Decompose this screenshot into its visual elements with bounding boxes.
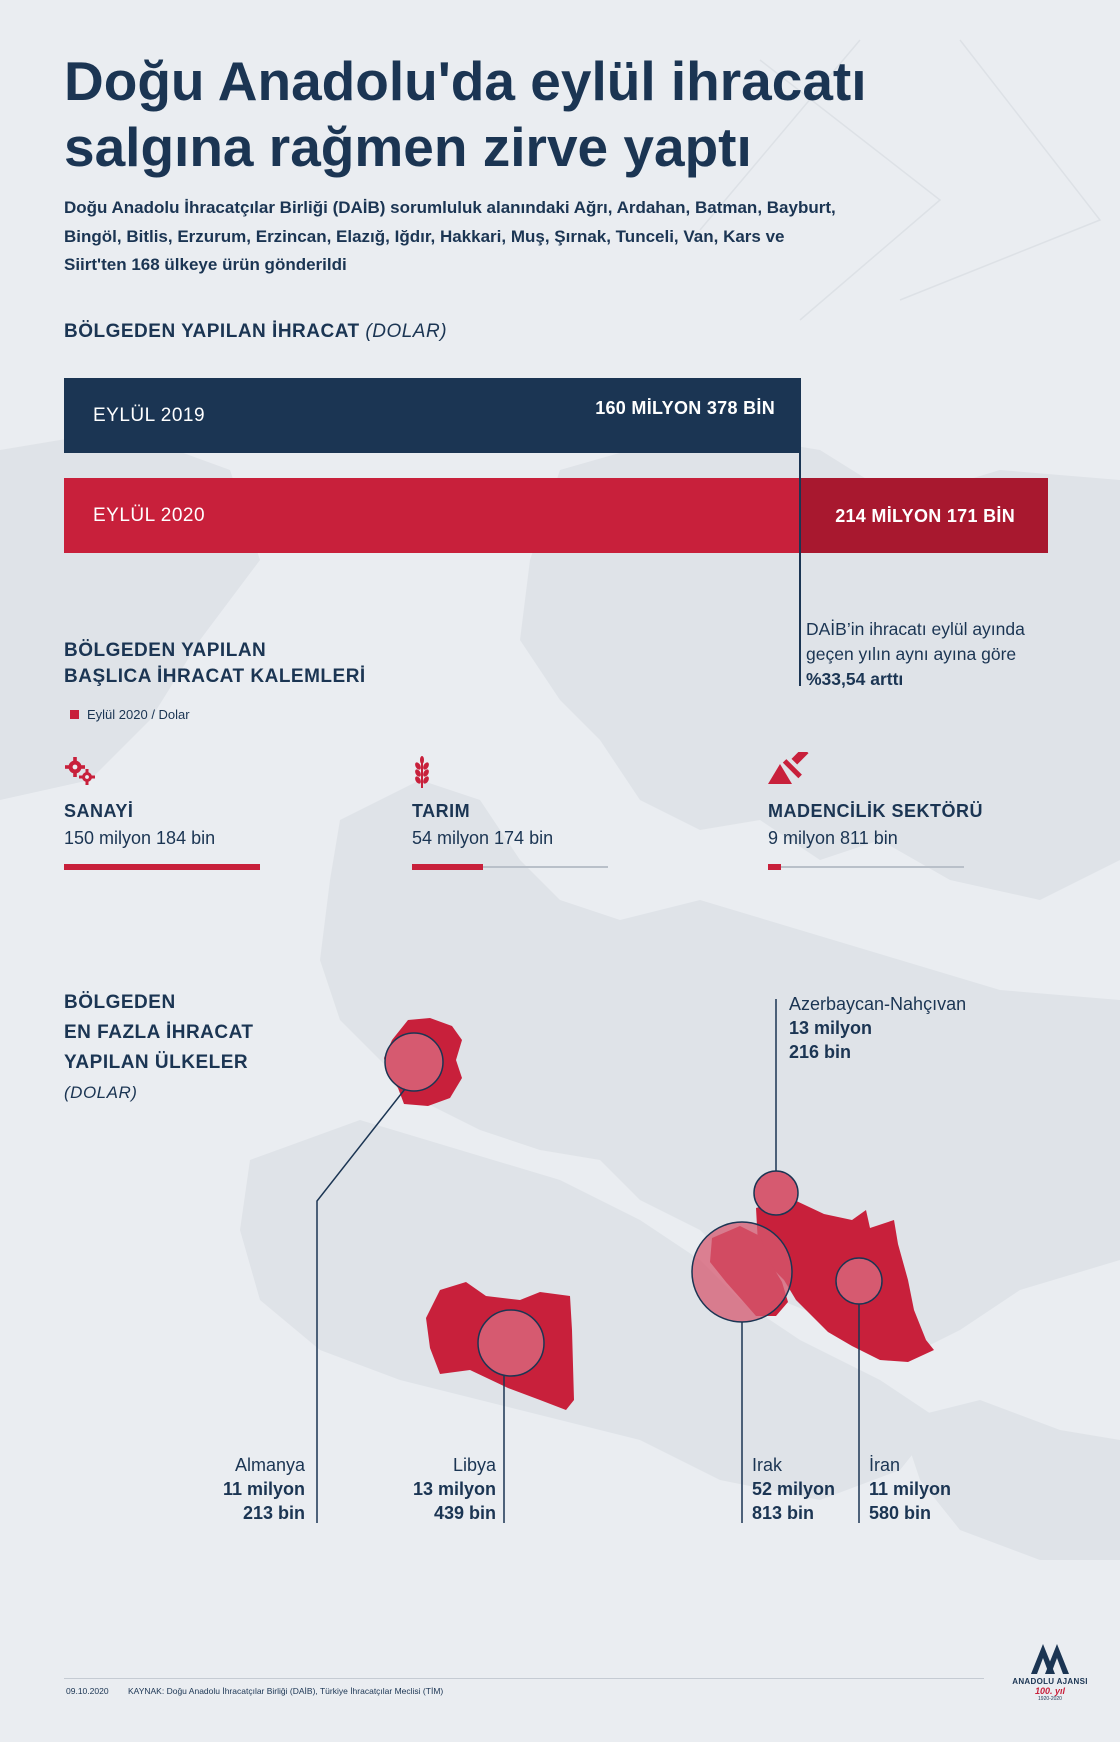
countries-heading-line1: BÖLGEDEN	[64, 992, 176, 1013]
footer-source: KAYNAK: Doğu Anadolu İhracatçılar Birliği (DAİB), Türkiye İhracatçılar Meclisi (TİM)	[128, 1686, 444, 1696]
country-label-irak	[752, 1453, 835, 1525]
logo-text: ANADOLU AJANSI	[1012, 1677, 1088, 1686]
items-heading-line1: BÖLGEDEN YAPILAN	[64, 640, 267, 661]
logo-years: 1920-2020	[1038, 1696, 1062, 1702]
export-heading-unit: (DOLAR)	[365, 321, 448, 342]
aa-logo-icon	[1027, 1640, 1073, 1674]
item-value-tarim: 54 milyon 174 bin	[412, 828, 554, 848]
country-value-libya-2: 439 bin	[433, 1503, 496, 1523]
bar-label-2020: EYLÜL 2020	[93, 504, 206, 526]
item-name-tarim: TARIM	[412, 801, 471, 821]
country-value-libya-1: 13 milyon	[412, 1479, 496, 1499]
country-name-azerbaycan: Azerbaycan-Nahçıvan	[789, 994, 967, 1014]
item-value-sanayi: 150 milyon 184 bin	[64, 828, 216, 848]
marker-almanya	[385, 1033, 443, 1091]
bar-value-2020: 214 MİLYON 171 BİN	[835, 506, 1015, 526]
country-value-azerbaycan-2: 216 bin	[789, 1042, 852, 1062]
countries-heading-line2: EN FAZLA İHRACAT	[64, 1022, 254, 1043]
country-label-almanya	[205, 1453, 305, 1525]
item-name-madencilik: MADENCİLİK SEKTÖRÜ	[768, 801, 983, 821]
country-name-almanya: Almanya	[234, 1455, 305, 1475]
export-heading-text: BÖLGEDEN YAPILAN İHRACAT	[64, 321, 360, 342]
logo-year: 100. yıl	[1034, 1686, 1066, 1696]
country-name-libya: Libya	[452, 1455, 496, 1475]
growth-note-line1: DAİB’in ihracatı eylül ayında	[806, 619, 1025, 639]
country-label-azerbaycan	[789, 992, 966, 1064]
country-value-irak-1: 52 milyon	[752, 1479, 836, 1499]
country-value-irak-2: 813 bin	[752, 1503, 815, 1523]
marker-iran	[836, 1258, 882, 1304]
legend-text: Eylül 2020 / Dolar	[87, 707, 190, 722]
country-label-iran	[869, 1453, 951, 1525]
marker-irak	[692, 1222, 792, 1322]
footer-divider	[64, 1678, 984, 1679]
marker-libya	[478, 1310, 544, 1376]
country-value-iran-2: 580 bin	[869, 1503, 932, 1523]
countries-heading-unit: (DOLAR)	[64, 1083, 138, 1102]
country-name-irak: Irak	[752, 1455, 783, 1475]
country-value-azerbaycan-1: 13 milyon	[789, 1018, 873, 1038]
footer-date: 09.10.2020	[66, 1686, 109, 1696]
countries-heading-line3: YAPILAN ÜLKELER	[64, 1052, 249, 1073]
items-heading-line2: BAŞLICA İHRACAT KALEMLERİ	[64, 666, 366, 687]
subtitle: Doğu Anadolu İhracatçılar Birliği (DAİB) sorumluluk alanındaki Ağrı, Ardahan, Batman, Bayburt, Bingöl, Bitlis, Erzurum, Erzincan, Elazığ, Iğdır, Hakkari, Muş, Şırnak, Tunceli, Van, Kars ve Siirt'ten 168 ülkeye ürün gönderildi	[64, 198, 836, 274]
page-title: Doğu Anadolu'da eylül ihracatı salgına rağmen zirve yaptı	[64, 50, 867, 178]
bar-value-2019: 160 MİLYON 378 BİN	[595, 398, 775, 418]
bar-label-2019: EYLÜL 2019	[93, 404, 206, 426]
item-value-madencilik: 9 milyon 811 bin	[768, 828, 898, 848]
marker-azerbaycan	[754, 1171, 798, 1215]
country-name-iran: İran	[869, 1455, 901, 1475]
anadolu-ajansi-logo	[1000, 1640, 1100, 1702]
country-value-almanya-2: 213 bin	[242, 1503, 305, 1523]
country-label-libya	[392, 1453, 496, 1525]
country-value-iran-1: 11 milyon	[869, 1479, 952, 1499]
growth-note-highlight: %33,54 arttı	[806, 669, 904, 689]
item-name-sanayi: SANAYİ	[64, 801, 134, 821]
country-value-almanya-1: 11 milyon	[222, 1479, 305, 1499]
growth-note-line2: geçen yılın aynı ayına göre	[806, 644, 1017, 664]
